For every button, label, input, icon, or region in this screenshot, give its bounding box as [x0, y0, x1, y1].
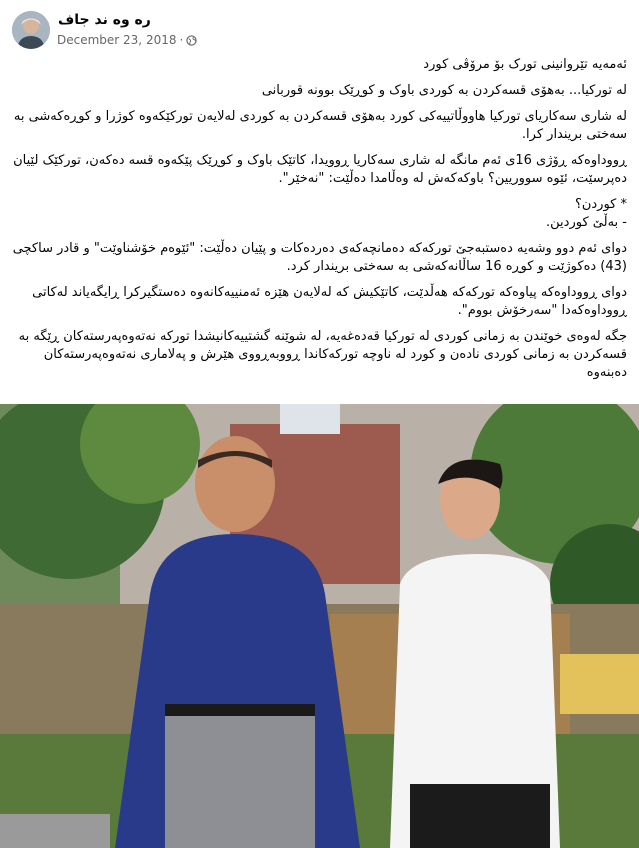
- globe-icon[interactable]: [186, 35, 197, 46]
- avatar-photo: [12, 11, 50, 49]
- post-meta: [57, 33, 197, 47]
- post-photo[interactable]: [0, 404, 639, 848]
- post-headline: ئەمەیە تێروانینی تورک بۆ مرۆڤی کورد: [423, 57, 627, 72]
- post-body: [11, 56, 627, 390]
- author-name[interactable]: ره وه ند جاف: [58, 12, 151, 28]
- post-date[interactable]: December 23, 2018: [57, 33, 177, 47]
- post-paragraph: لە تورکیا... بەهۆی قسەکردن بە کوردی باوک و کوڕێک بوونە قوربانی: [261, 83, 627, 98]
- post-paragraph: * کوردن؟ - بەڵێ کوردین.: [546, 197, 627, 230]
- post-header: [0, 0, 639, 54]
- photo-father-and-son: [0, 404, 639, 848]
- post-paragraph: جگە لەوەی خوێندن بە زمانی کوردی لە تورکیا قەدەغەیە، لە شوێنە گشتییەکانیشدا تورکە نەتەوەپەرستەکان ڕێگە بە قسەکردن بە زمانی کوردی نادەن و کورد لە ناوچە تورکەکاندا ڕووبەڕووی هێرش و پەلاماری نەتەوەپەرستەکان دەبنەوە: [18, 329, 627, 380]
- meta-separator: ·: [179, 33, 184, 47]
- post-paragraph: دوای ڕووداوەکە پیاوەکە تورکەکە هەڵدێت، کاتێکیش کە لەلایەن هێزە ئەمنییەکانەوە دەستگیرکرا ڕایگەیاند لەکاتی ڕووداوەکەدا "سەرخۆش بووم".: [32, 285, 627, 318]
- author-avatar[interactable]: [12, 11, 50, 49]
- post-paragraph: دوای ئەم دوو وشەیە دەستبەجێ تورکەکە دەمانچەکەی دەردەکات و پێیان دەڵێت: "ئێوەم خۆشناوێت" و قادر ساکچی (43) دەکوژێت و کوڕە 16 ساڵانەکەشی بە سەختی بریندار کرد.: [12, 241, 627, 274]
- post-paragraph: لە شاری سەکاریای تورکیا هاووڵاتییەکی کورد بەهۆی قسەکردن بە کوردی لەلایەن تورکێکەوە کوژرا و کوڕەکەشی بە سەختی بریندار کرا.: [13, 109, 627, 142]
- post-paragraph: ڕووداوەکە ڕۆژی 16ی ئەم مانگە لە شاری سەکاریا ڕوویدا، کاتێک باوک و کوڕێک پێکەوە قسە دەکەن، تورکێک لێیان دەپرسێت، ئێوە سووریین؟ باوکەکەش لە وەڵامدا دەڵێت: "نەخێر".: [13, 153, 627, 186]
